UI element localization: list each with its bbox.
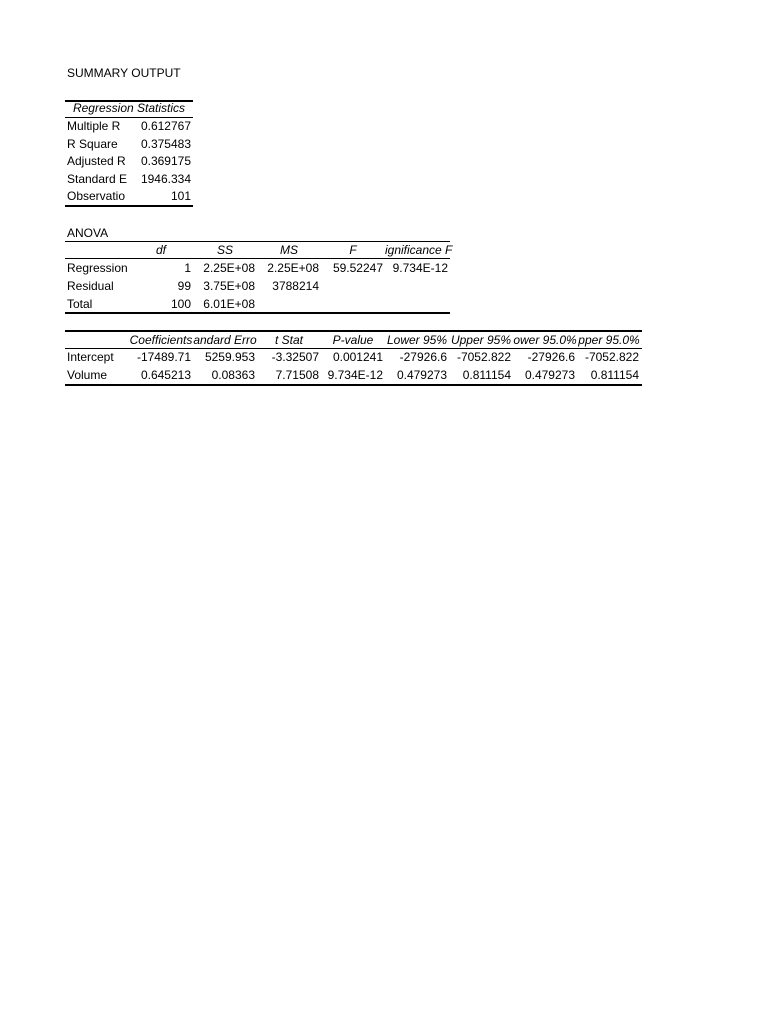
table-bottom-rule [65,205,193,207]
anova-cell [257,296,319,312]
coef-row-label: Volume [67,368,108,382]
coef-cell: 5259.953 [204,350,255,364]
stat-label: R Square [67,137,118,151]
coef-cell: 0.645213 [140,368,191,382]
anova-cell: 2.25E+08 [267,261,319,275]
stat-value: 0.375483 [140,137,191,151]
coef-cell: 0.811154 [462,368,511,382]
coef-cell: -27926.6 [399,350,447,364]
anova-cell: 3.75E+08 [203,279,255,293]
anova-cell: 9.734E-12 [392,261,448,275]
coef-cell: 0.479273 [396,368,447,382]
anova-cell: 100 [170,297,191,311]
coef-cell: -27926.6 [527,350,575,364]
coef-col-upper-95-0: pper 95.0% [578,333,640,347]
regression-statistics-header: Regression Statistics [72,101,186,115]
header-rule [65,258,450,259]
coef-cell: 0.811154 [590,368,639,382]
coef-col-p-value: P-value [332,333,374,347]
table-bottom-rule [65,384,642,386]
coef-row-label: Intercept [67,350,114,364]
anova-col-f: F [349,243,357,257]
anova-col-significance: ignificance F [385,243,453,257]
coef-col-coefficients: Coefficients [129,333,193,347]
anova-cell [385,296,448,312]
coef-cell: 0.001241 [332,350,383,364]
anova-row-label: Residual [67,279,114,293]
stat-label: Observatio [67,189,126,203]
coef-cell: -3.32507 [271,350,319,364]
anova-cell [321,296,383,312]
coef-col-lower-95: Lower 95% [386,333,448,347]
coef-cell: 7.71508 [275,368,319,382]
coef-cell: 0.479273 [524,368,575,382]
anova-row-label: Total [67,297,93,311]
coef-col-upper-95: Upper 95% [450,333,512,347]
anova-cell: 99 [177,279,191,293]
stat-label: Standard E [67,172,128,186]
coef-cell: 0.08363 [211,368,255,382]
stat-value: 0.369175 [140,154,191,168]
stat-value: 1946.334 [140,172,191,186]
stat-value: 101 [170,189,191,203]
coef-cell: -17489.71 [136,350,191,364]
coef-cell: -7052.822 [584,350,639,364]
anova-col-df: df [155,243,166,257]
anova-cell [385,278,448,294]
anova-cell: 2.25E+08 [203,261,255,275]
anova-cell [321,278,383,294]
anova-col-ms: MS [280,243,298,257]
anova-cell: 1 [184,261,191,275]
coef-cell: -7052.822 [456,350,511,364]
coef-cell: 9.734E-12 [327,368,383,382]
anova-title: ANOVA [67,226,109,240]
stat-value: 0.612767 [140,119,191,133]
anova-cell: 3788214 [272,279,319,293]
anova-row-label: Regression [67,261,128,275]
anova-col-ss: SS [216,243,233,257]
stat-label: Multiple R [67,119,121,133]
coef-col-t-stat: t Stat [274,333,303,347]
stat-label: Adjusted R [67,154,126,168]
anova-cell: 59.52247 [332,261,383,275]
summary-title: SUMMARY OUTPUT [67,66,181,80]
table-bottom-rule [65,312,450,314]
coef-col-lower-95-0: ower 95.0% [513,333,577,347]
coef-col-standard-error: andard Erro [193,333,257,347]
anova-cell: 6.01E+08 [203,297,255,311]
